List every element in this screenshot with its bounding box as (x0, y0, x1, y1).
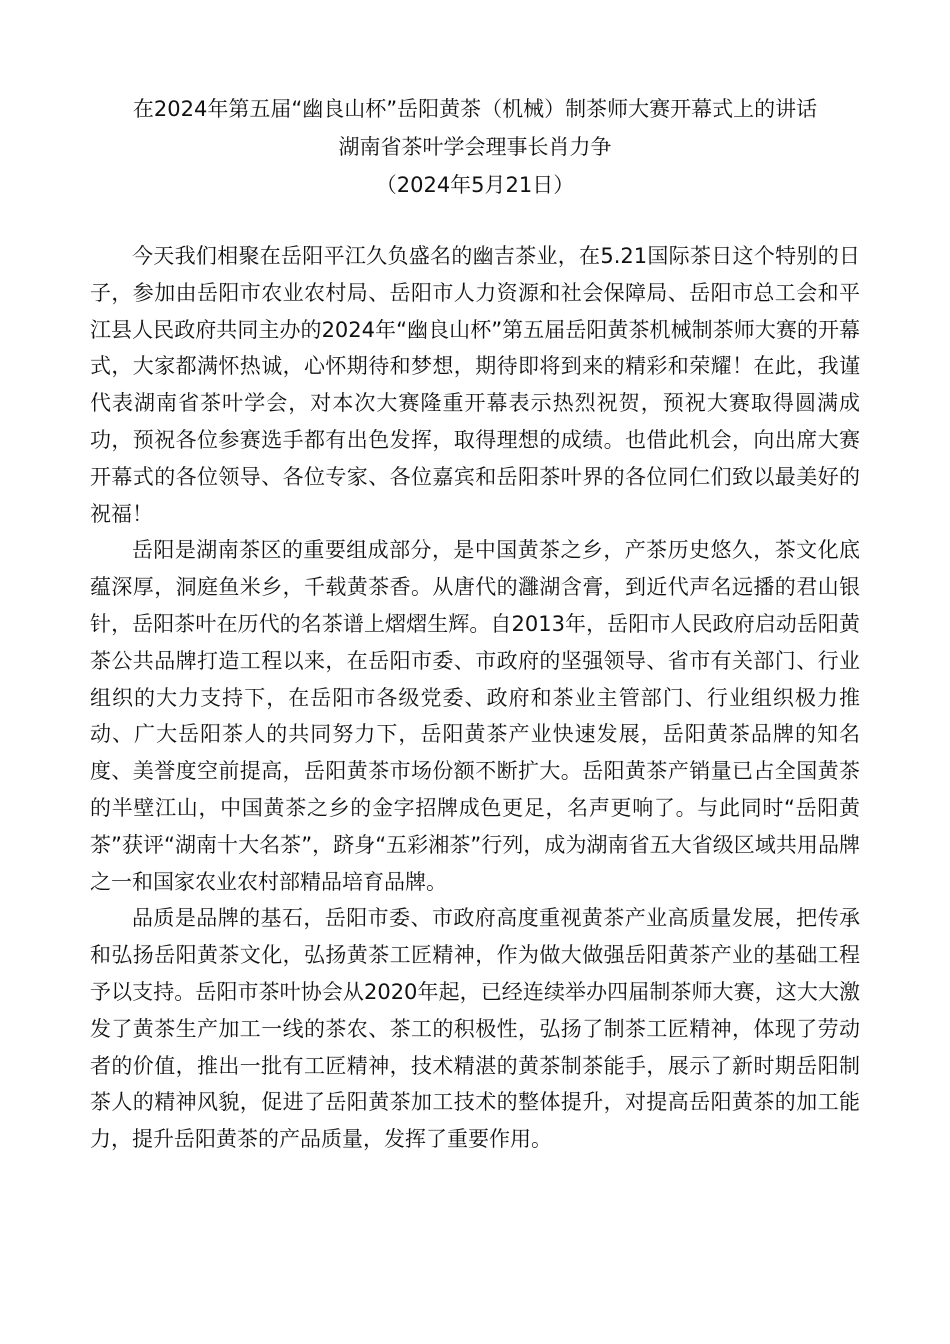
document-page (90, 90, 860, 1158)
title-block (90, 90, 860, 204)
speech-title: 在2024年第五届“幽良山杯”岳阳黄茶（机械）制茶师大赛开幕式上的讲话 (132, 97, 818, 121)
speech-body (90, 238, 860, 1158)
paragraph-1: 今天我们相聚在岳阳平江久负盛名的幽吉茶业，在5.21国际茶日这个特别的日子，参加由岳阳市农业农村局、岳阳市人力资源和社会保障局、岳阳市总工会和平江县人民政府共同主办的2024年“幽良山杯”第五届岳阳黄茶机械制茶师大赛的开幕式，大家都满怀热诚，心怀期待和梦想，期待即将到来的精彩和荣耀！在此，我谨代表湖南省茶叶学会，对本次大赛隆重开幕表示热烈祝贺，预祝大赛取得圆满成功，预祝各位参赛选手都有出色发挥，取得理想的成绩。也借此机会，向出席大赛开幕式的各位领导、各位专家、各位嘉宾和岳阳茶叶界的各位同仁们致以最美好的祝福！ (90, 244, 860, 526)
paragraph-3: 品质是品牌的基石，岳阳市委、市政府高度重视黄茶产业高质量发展，把传承和弘扬岳阳黄茶文化，弘扬黄茶工匠精神，作为做大做强岳阳黄茶产业的基础工程予以支持。岳阳市茶叶协会从2020年起，已经连续举办四届制茶师大赛，这大大激发了黄茶生产加工一线的茶农、茶工的积极性，弘扬了制茶工匠精神，体现了劳动者的价值，推出一批有工匠精神，技术精湛的黄茶制茶能手，展示了新时期岳阳制茶人的精神风貌，促进了岳阳黄茶加工技术的整体提升，对提高岳阳黄茶的加工能力，提升岳阳黄茶的产品质量，发挥了重要作用。 (90, 906, 860, 1152)
speaker-line: 湖南省茶叶学会理事长肖力争 (338, 135, 612, 159)
paragraph-2: 岳阳是湖南茶区的重要组成部分，是中国黄茶之乡，产茶历史悠久，茶文化底蕴深厚，洞庭鱼米乡，千载黄茶香。从唐代的灉湖含膏，到近代声名远播的君山银针，岳阳茶叶在历代的名茶谱上熠熠生辉。自2013年，岳阳市人民政府启动岳阳黄茶公共品牌打造工程以来，在岳阳市委、市政府的坚强领导、省市有关部门、行业组织的大力支持下，在岳阳市各级党委、政府和茶业主管部门、行业组织极力推动、广大岳阳茶人的共同努力下，岳阳黄茶产业快速发展，岳阳黄茶品牌的知名度、美誉度空前提高，岳阳黄茶市场份额不断扩大。岳阳黄茶产销量已占全国黄茶的半壁江山，中国黄茶之乡的金字招牌成色更足，名声更响了。与此同时“岳阳黄茶”获评“湖南十大名茶”，跻身“五彩湘茶”行列，成为湖南省五大省级区域共用品牌之一和国家农业农村部精品培育品牌。 (90, 538, 860, 894)
date-line: （2024年5月21日） (375, 173, 575, 197)
